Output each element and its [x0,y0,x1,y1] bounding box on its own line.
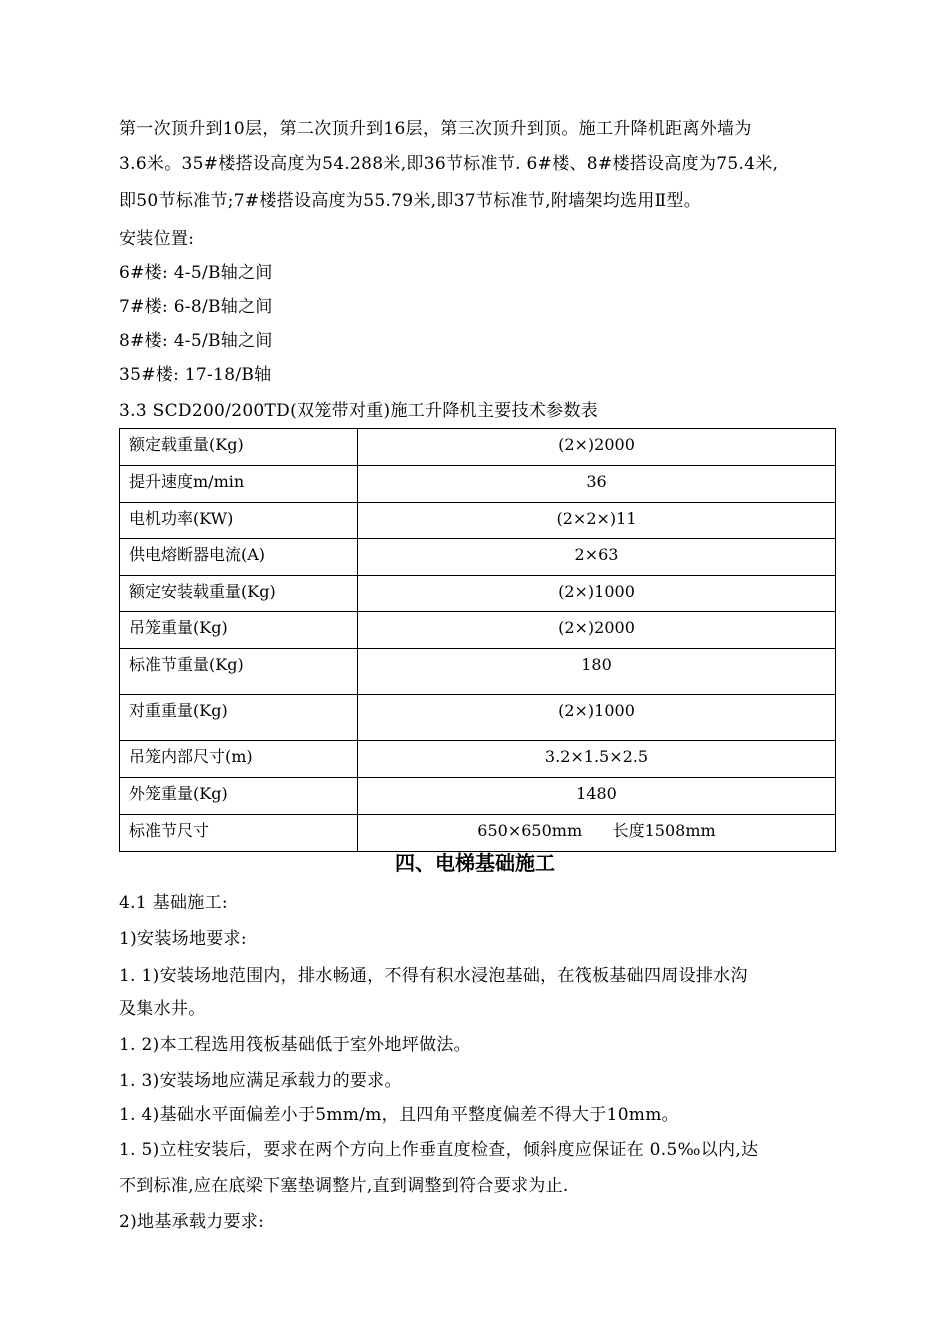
paragraph-line: 不到标准,应在底梁下塞垫调整片,直到调整到符合要求为止. [119,1176,569,1196]
technical-parameters-table [119,428,836,852]
install-location-heading: 安装位置: [119,229,195,249]
param-value: 650×650mm 长度1508mm [358,815,836,852]
param-name: 对重重量(Kg) [120,695,358,741]
table-row [120,741,836,778]
install-location-item: 6#楼: 4-5/B轴之间 [119,263,273,283]
param-name: 额定载重量(Kg) [120,429,358,466]
param-name: 电机功率(KW) [120,503,358,539]
paragraph-line: 1. 4)基础水平面偏差小于5mm/m，且四角平整度偏差不得大于10mm。 [119,1105,679,1125]
table-row [120,649,836,695]
param-value: (2×)2000 [358,429,836,466]
param-name: 提升速度m/min [120,466,358,503]
param-value: (2×)2000 [358,612,836,649]
table-row [120,778,836,815]
table-row [120,695,836,741]
paragraph-line: 即50节标准节;7#楼搭设高度为55.79米,即37节标准节,附墙架均选用Ⅱ型。 [119,191,702,211]
paragraph-line: 1. 2)本工程选用筏板基础低于室外地坪做法。 [119,1035,471,1055]
paragraph-line: 及集水井。 [119,999,206,1019]
param-value: 1480 [358,778,836,815]
table-row [120,539,836,576]
param-value: (2×)1000 [358,695,836,741]
table-row [120,612,836,649]
table-row [120,815,836,852]
paragraph-line: 3.6米。35#楼搭设高度为54.288米,即36节标准节. 6#楼、8#楼搭设高度为75.4米, [119,154,779,174]
paragraph-line: 1)安装场地要求: [119,929,247,949]
param-value: 180 [358,649,836,695]
section-title: 四、电梯基础施工 [395,851,555,875]
paragraph-line: 第一次顶升到10层，第二次顶升到16层，第三次顶升到顶。施工升降机距离外墙为 [119,119,752,139]
install-location-item: 8#楼: 4-5/B轴之间 [119,331,273,351]
param-value: 36 [358,466,836,503]
paragraph-line: 1. 1)安装场地范围内，排水畅通，不得有积水浸泡基础，在筏板基础四周设排水沟 [119,966,748,986]
subsection-heading: 4.1 基础施工: [119,893,228,913]
table-caption: 3.3 SCD200/200TD(双笼带对重)施工升降机主要技术参数表 [119,401,599,421]
param-name: 外笼重量(Kg) [120,778,358,815]
paragraph-line: 1. 3)安装场地应满足承载力的要求。 [119,1071,402,1091]
table-row [120,576,836,612]
paragraph-line: 2)地基承载力要求: [119,1212,265,1232]
param-name: 额定安装载重量(Kg) [120,576,358,612]
table-row [120,503,836,539]
param-name: 供电熔断器电流(A) [120,539,358,576]
paragraph-line: 1. 5)立柱安装后，要求在两个方向上作垂直度检查，倾斜度应保证在 0.5‰以内,达 [119,1140,759,1160]
param-name: 吊笼内部尺寸(m) [120,741,358,778]
param-value: 3.2×1.5×2.5 [358,741,836,778]
table-row [120,466,836,503]
install-location-item: 35#楼: 17-18/B轴 [119,365,272,385]
param-name: 吊笼重量(Kg) [120,612,358,649]
param-value: (2×)1000 [358,576,836,612]
install-location-item: 7#楼: 6-8/B轴之间 [119,297,273,317]
table-row [120,429,836,466]
param-name: 标准节重量(Kg) [120,649,358,695]
param-name: 标准节尺寸 [120,815,358,852]
param-value: (2×2×)11 [358,503,836,539]
param-value: 2×63 [358,539,836,576]
